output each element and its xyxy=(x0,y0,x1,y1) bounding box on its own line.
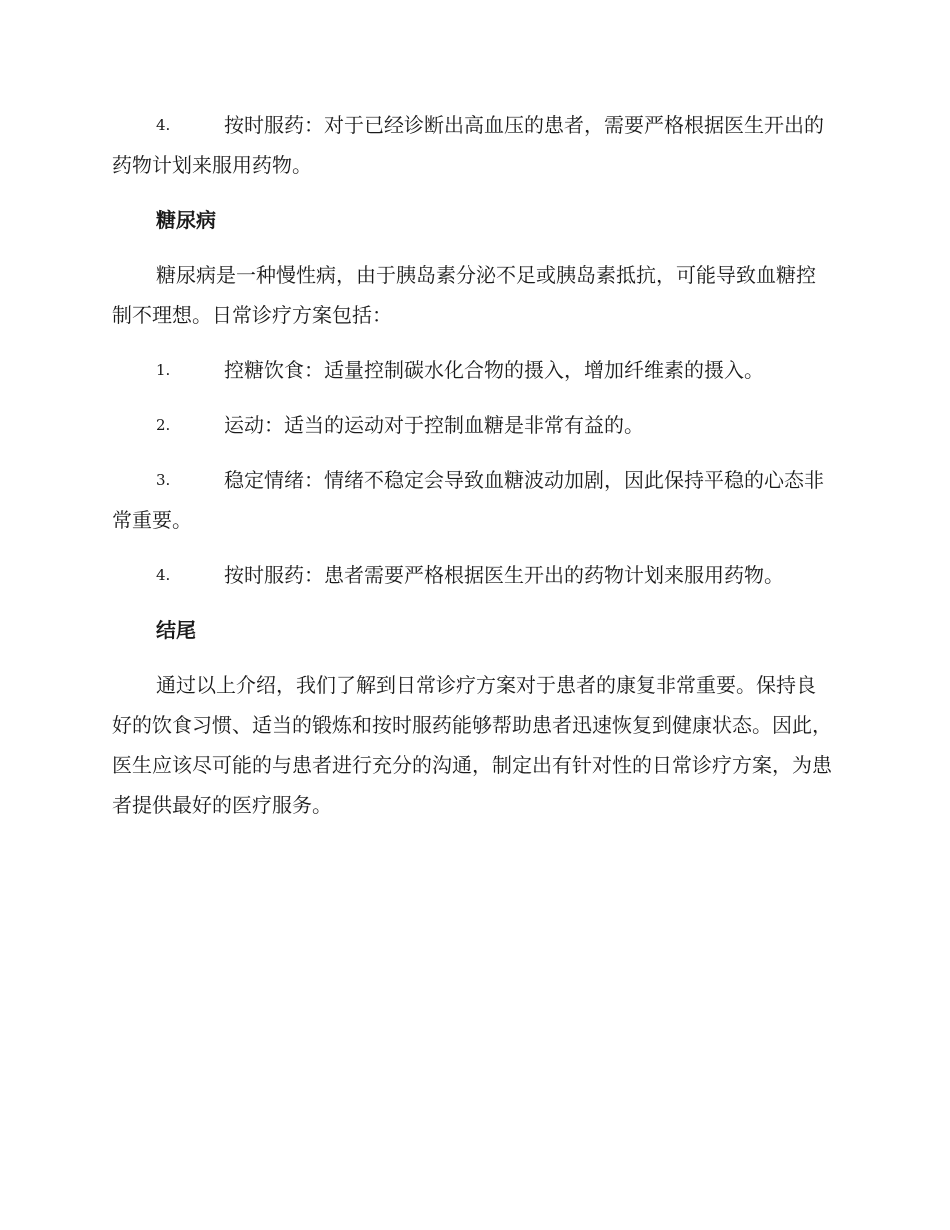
list-number: 3. xyxy=(156,471,171,489)
section-heading-diabetes: 糖尿病 xyxy=(156,208,216,232)
list-item-diabetes-3 xyxy=(112,460,832,540)
section-heading-conclusion: 结尾 xyxy=(156,618,196,642)
conclusion-paragraph: 通过以上介绍，我们了解到日常诊疗方案对于患者的康复非常重要。保持良好的饮食习惯、适当的锻炼和按时服药能够帮助患者迅速恢复到健康状态。因此，医生应该尽可能的与患者进行充分的沟通，制定出有针对性的日常诊疗方案，为患者提供最好的医疗服务。 xyxy=(112,673,832,817)
list-item-text: 按时服药：患者需要严格根据医生开出的药物计划来服用药物。 xyxy=(224,563,784,587)
diabetes-intro-paragraph: 糖尿病是一种慢性病，由于胰岛素分泌不足或胰岛素抵抗，可能导致血糖控制不理想。日常诊疗方案包括： xyxy=(112,263,816,327)
list-item-diabetes-4 xyxy=(112,555,832,595)
list-number: 2. xyxy=(156,416,171,434)
list-item-diabetes-2 xyxy=(112,405,832,445)
list-item-text: 运动：适当的运动对于控制血糖是非常有益的。 xyxy=(224,413,644,437)
list-item-text: 稳定情绪：情绪不稳定会导致血糖波动加剧，因此保持平稳的心态非常重要。 xyxy=(112,468,824,532)
list-item-diabetes-1 xyxy=(112,350,832,390)
list-item-text: 按时服药：对于已经诊断出高血压的患者，需要严格根据医生开出的药物计划来服用药物。 xyxy=(112,113,824,177)
list-item-hypertension-4 xyxy=(112,105,832,185)
list-number: 1. xyxy=(156,361,171,379)
list-number: 4. xyxy=(156,566,171,584)
list-number: 4. xyxy=(156,116,171,134)
list-item-text: 控糖饮食：适量控制碳水化合物的摄入，增加纤维素的摄入。 xyxy=(224,358,764,382)
